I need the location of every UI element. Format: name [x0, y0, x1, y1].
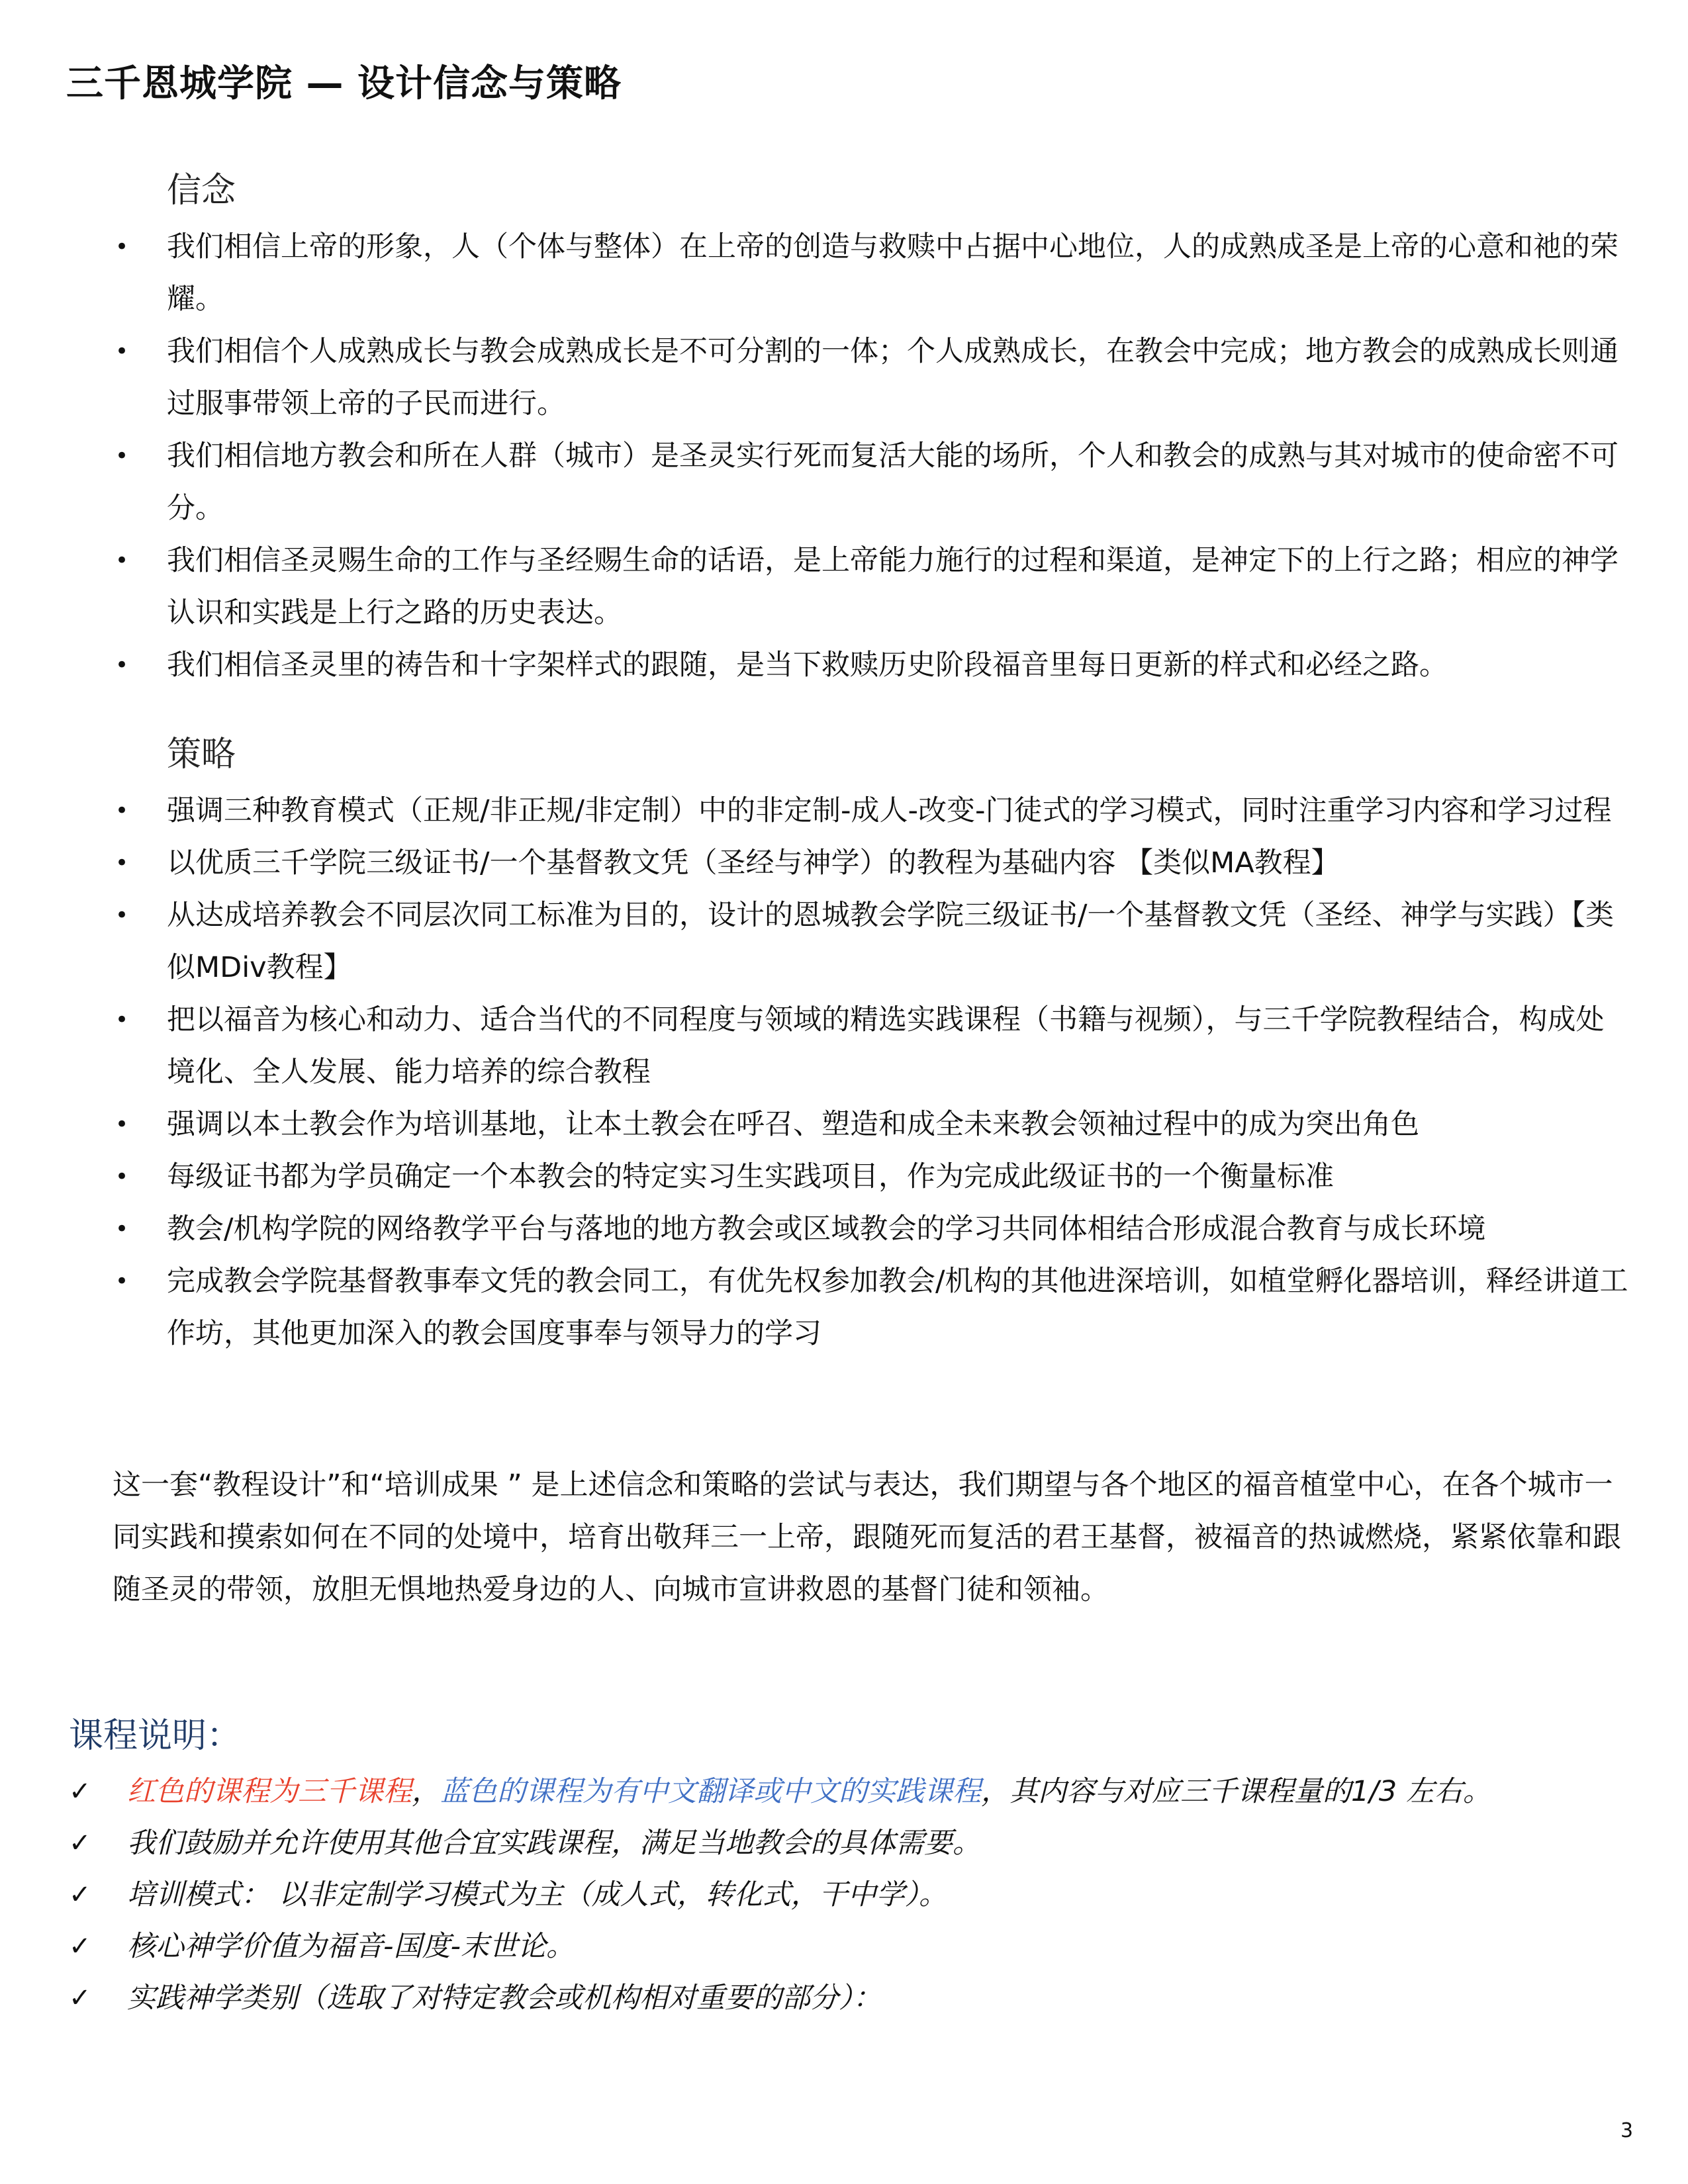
course-note-item	[66, 1921, 1622, 1972]
belief-item	[113, 326, 1628, 430]
course-note-item	[66, 1972, 1622, 2024]
strategy-item	[113, 1099, 1628, 1151]
belief-item	[113, 535, 1628, 639]
belief-item	[113, 221, 1628, 326]
bullet-icon: •	[115, 1111, 129, 1138]
bullet-icon: •	[115, 1216, 129, 1242]
beliefs-list	[113, 221, 1628, 692]
bullet-icon: •	[115, 1007, 129, 1033]
course-notes-list	[66, 1766, 1622, 2024]
belief-item	[113, 639, 1628, 692]
course-note-item	[66, 1869, 1622, 1921]
checkmark-icon: ✓	[69, 1776, 91, 1807]
checkmark-icon: ✓	[69, 1828, 91, 1858]
checkmark-icon: ✓	[69, 1931, 91, 1962]
strategy-text: 教会/机构学院的网络教学平台与落地的地方教会或区域教会的学习共同体相结合形成混合教育与成长环境	[167, 1212, 1486, 1246]
strategy-item	[113, 1203, 1628, 1255]
strategy-item	[113, 837, 1628, 889]
strategy-item	[113, 1255, 1628, 1360]
course-note-text: 核心神学价值为福音-国度-末世论。	[127, 1930, 575, 1963]
bullet-icon: •	[115, 338, 129, 365]
strategy-text: 把以福音为核心和动力、适合当代的不同程度与领域的精选实践课程（书籍与视频），与三千学院教程结合，构成处境化、全人发展、能力培养的综合教程	[167, 1003, 1605, 1089]
course-note-text: 我们鼓励并允许使用其他合宜实践课程，满足当地教会的具体需要。	[127, 1827, 981, 1860]
page-number: 3	[1620, 2119, 1634, 2142]
strategy-item	[113, 994, 1628, 1099]
bullet-icon: •	[115, 652, 129, 678]
note-rest: ，其内容与对应三千课程量的1/3 左右。	[981, 1775, 1491, 1808]
course-note-text: 培训模式： 以非定制学习模式为主（成人式，转化式，干中学）。	[127, 1878, 948, 1911]
course-note-text: 实践神学类别（选取了对特定教会或机构相对重要的部分）：	[127, 1981, 882, 2015]
checkmark-icon: ✓	[69, 1983, 91, 2013]
strategy-text: 完成教会学院基督教事奉文凭的教会同工，有优先权参加教会/机构的其他进深培训，如植堂孵化器培训，释经讲道工作坊，其他更加深入的教会国度事奉与领导力的学习	[167, 1265, 1628, 1350]
belief-text: 我们相信地方教会和所在人群（城市）是圣灵实行死而复活大能的场所，个人和教会的成熟与其对城市的使命密不可分。	[167, 439, 1618, 525]
strategy-text: 从达成培养教会不同层次同工标准为目的，设计的恩城教会学院三级证书/一个基督教文凭（圣经、神学与实践）【类似MDiv教程】	[167, 899, 1614, 984]
strategy-item	[113, 889, 1628, 994]
strategy-heading: 策略	[167, 735, 236, 774]
strategy-list	[113, 785, 1628, 1360]
strategy-text: 每级证书都为学员确定一个本教会的特定实习生实践项目，作为完成此级证书的一个衡量标准	[167, 1160, 1334, 1193]
note-separator: ，	[412, 1775, 440, 1808]
beliefs-heading: 信念	[167, 171, 236, 210]
belief-text: 我们相信圣灵里的祷告和十字架样式的跟随，是当下救赎历史阶段福音里每日更新的样式和必经之路。	[167, 649, 1448, 682]
belief-text: 我们相信圣灵赐生命的工作与圣经赐生命的话语，是上帝能力施行的过程和渠道，是神定下的上行之路；相应的神学认识和实践是上行之路的历史表达。	[167, 544, 1618, 629]
strategy-item	[113, 1151, 1628, 1203]
bullet-icon: •	[115, 234, 129, 260]
course-note-item	[66, 1817, 1622, 1869]
belief-item	[113, 430, 1628, 535]
belief-text: 我们相信个人成熟成长与教会成熟成长是不可分割的一体；个人成熟成长，在教会中完成；地方教会的成熟成长则通过服事带领上帝的子民而进行。	[167, 335, 1618, 420]
strategy-text: 强调三种教育模式（正规/非正规/非定制）中的非定制-成人-改变-门徒式的学习模式，同时注重学习内容和学习过程	[167, 794, 1612, 827]
course-notes-heading: 课程说明：	[69, 1716, 242, 1756]
bullet-icon: •	[115, 1268, 129, 1295]
strategy-text: 强调以本土教会作为培训基地，让本土教会在呼召、塑造和成全未来教会领袖过程中的成为突出角色	[167, 1108, 1419, 1141]
blue-course-note: 蓝色的课程为有中文翻译或中文的实践课程	[440, 1775, 981, 1808]
bullet-icon: •	[115, 902, 129, 929]
bullet-icon: •	[115, 850, 129, 876]
closing-paragraph: 这一套“教程设计”和“培训成果 ” 是上述信念和策略的尝试与表达，我们期望与各个地区的福音植堂中心，在各个城市一同实践和摸索如何在不同的处境中，培育出敬拜三一上帝，跟随死而复活的君王基督，被福音的热诚燃烧，紧紧依靠和跟随圣灵的带领，放胆无惧地热爱身边的人、向城市宣讲救恩的基督门徒和领袖。	[113, 1469, 1621, 1606]
belief-text: 我们相信上帝的形象，人（个体与整体）在上帝的创造与救赎中占据中心地位，人的成熟成圣是上帝的心意和祂的荣耀。	[167, 230, 1618, 316]
strategy-text: 以优质三千学院三级证书/一个基督教文凭（圣经与神学）的教程为基础内容 【类似MA教程】	[167, 846, 1340, 880]
checkmark-icon: ✓	[69, 1880, 91, 1910]
bullet-icon: •	[115, 443, 129, 469]
bullet-icon: •	[115, 1163, 129, 1190]
bullet-icon: •	[115, 547, 129, 574]
course-note-item	[66, 1766, 1622, 1817]
bullet-icon: •	[115, 797, 129, 824]
strategy-item	[113, 785, 1628, 837]
page-title: 三千恩城学院 — 设计信念与策略	[66, 62, 622, 105]
red-course-note: 红色的课程为三千课程	[127, 1775, 412, 1808]
